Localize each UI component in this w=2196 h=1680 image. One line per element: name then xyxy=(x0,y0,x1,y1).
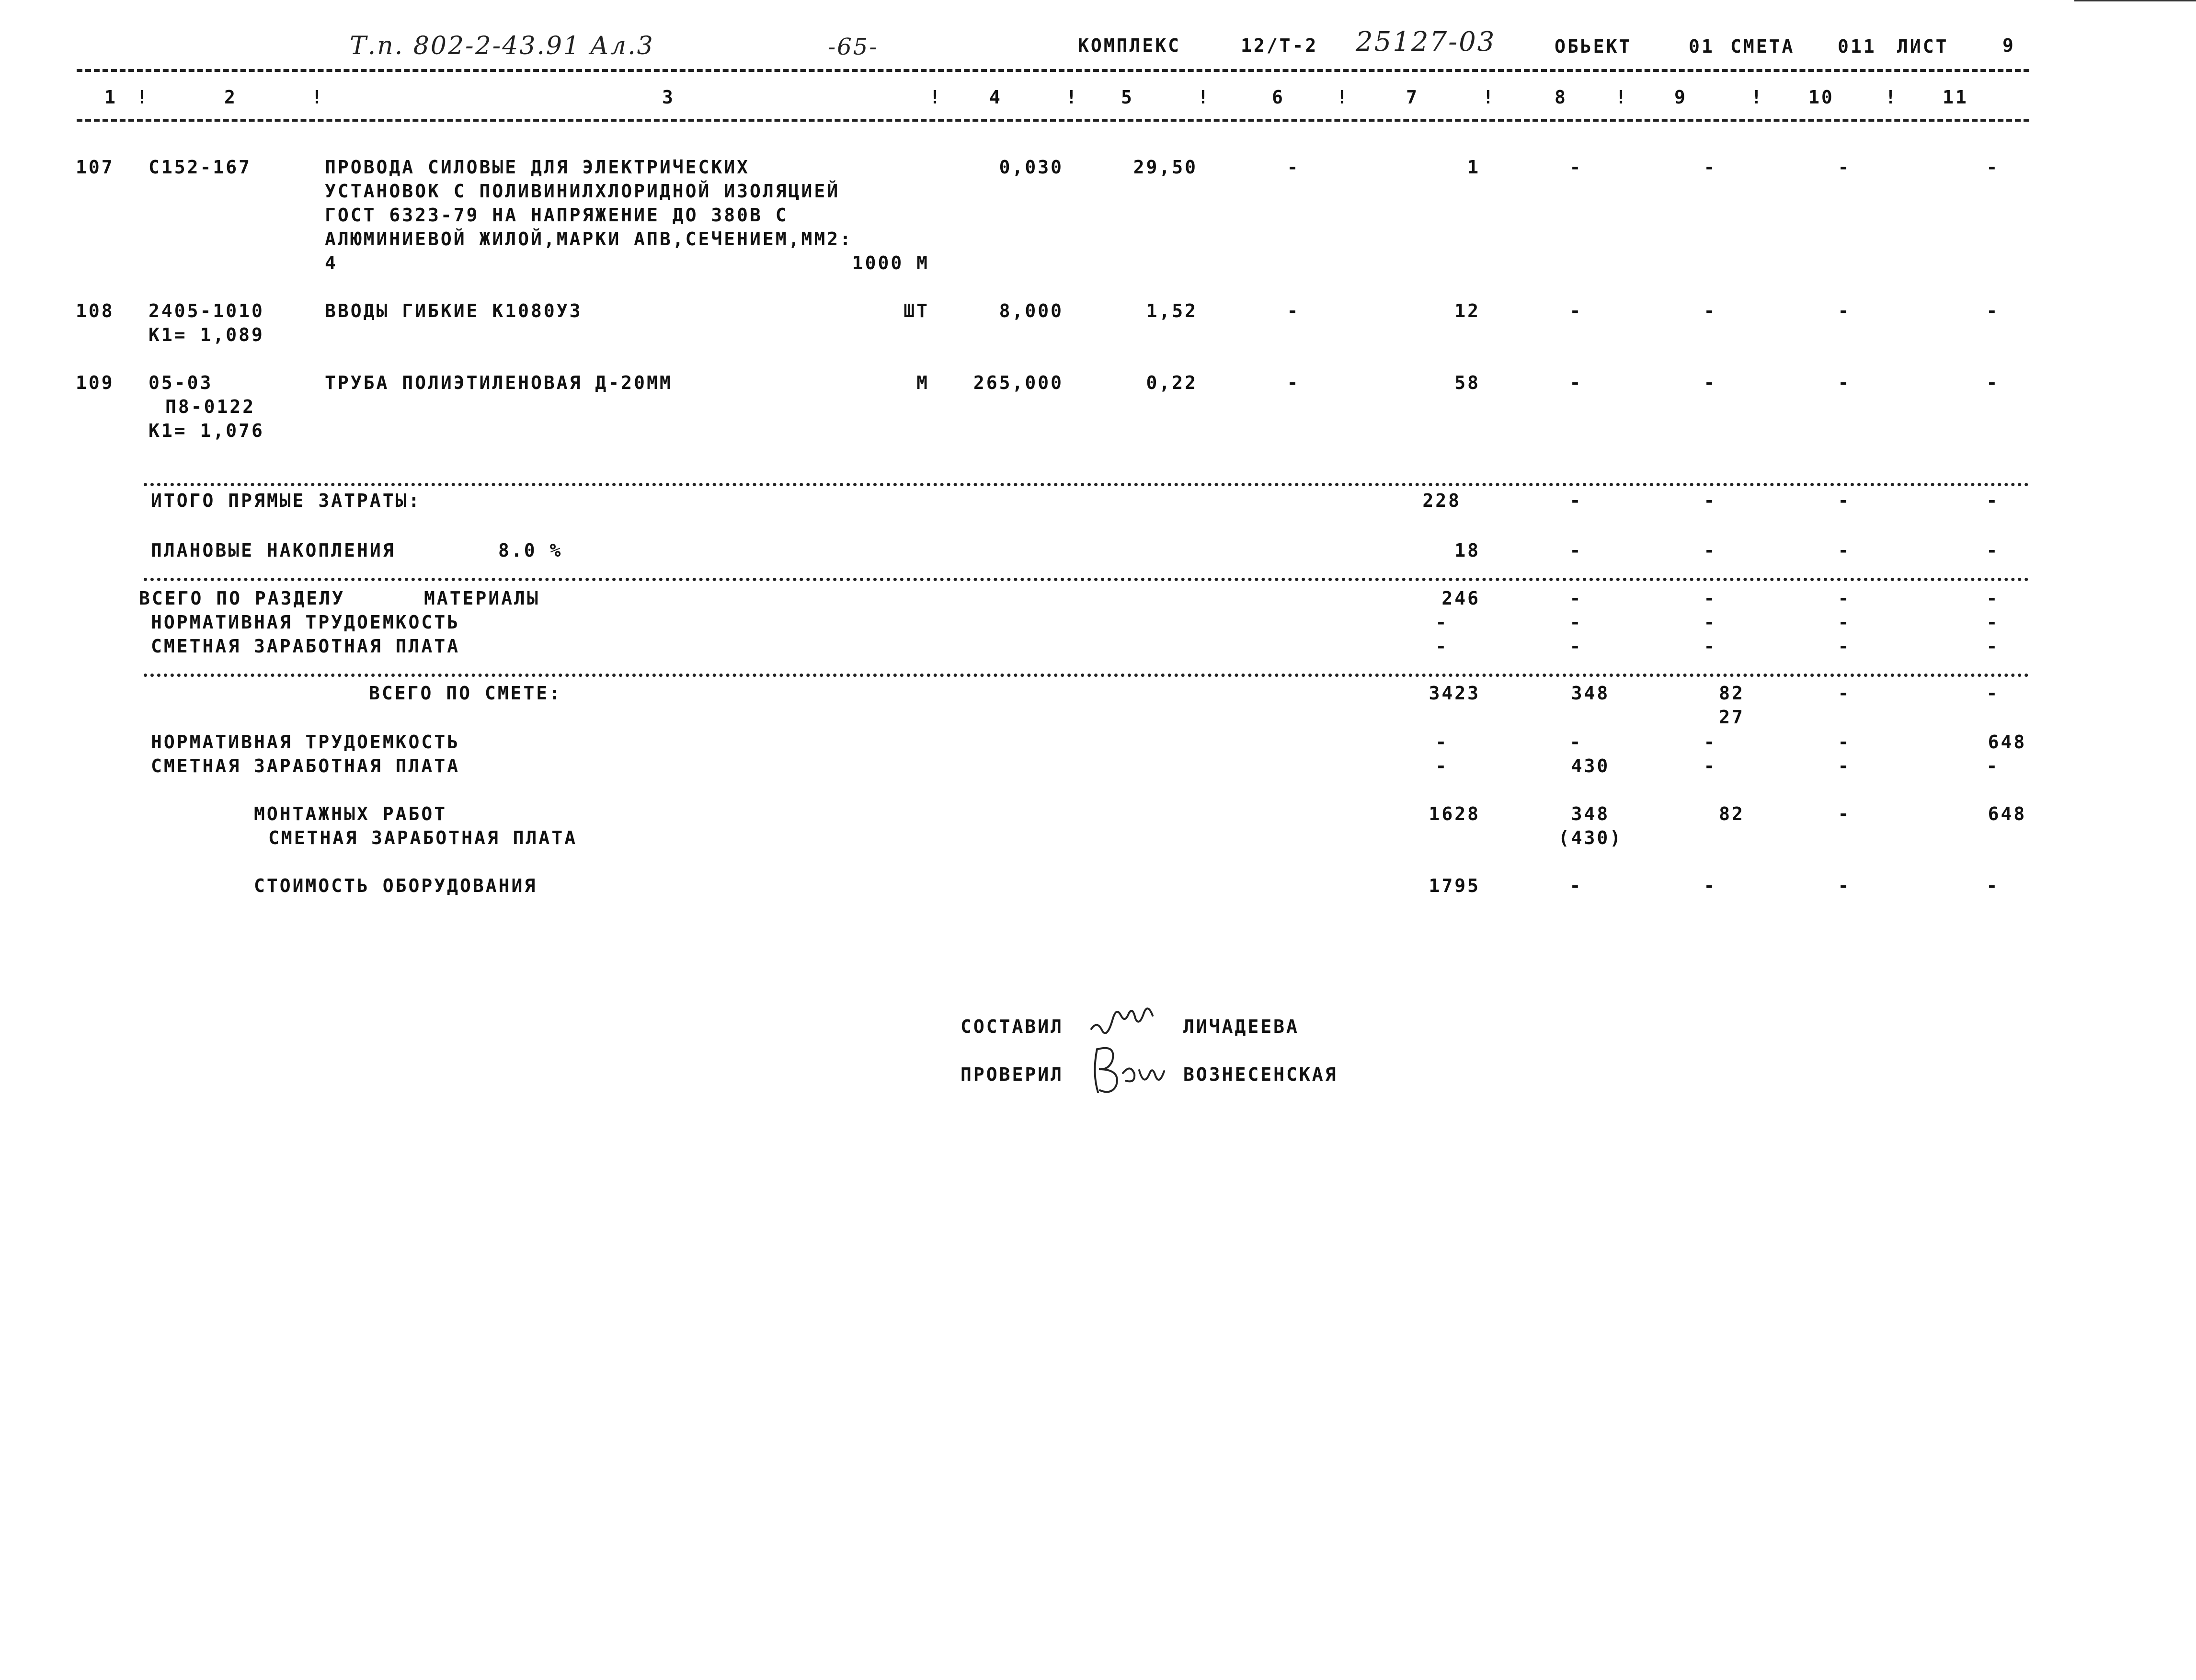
equipment-label: СТОИМОСТЬ ОБОРУДОВАНИЯ xyxy=(254,875,538,896)
col-sep: ! xyxy=(1337,87,1350,108)
col-sep: ! xyxy=(1751,87,1764,108)
estimate-c11: - xyxy=(1986,683,2000,704)
row-unit: ШТ xyxy=(904,300,929,321)
section-r2-c7: - xyxy=(1435,612,1449,633)
complex-value: 12/Т-2 xyxy=(1241,35,1318,56)
smeta-value: 011 xyxy=(1838,36,1876,57)
row-number: 108 xyxy=(76,300,114,321)
checked-signature-scribble xyxy=(1087,1040,1174,1102)
sheet-label: ЛИСТ xyxy=(1897,36,1949,57)
estimate-labor-c8: - xyxy=(1569,731,1583,753)
section-r3-c8: - xyxy=(1569,636,1583,657)
row-c10: - xyxy=(1838,300,1851,321)
object-value: 01 xyxy=(1689,36,1715,57)
dotted-rule xyxy=(144,578,2029,581)
row-unit: М xyxy=(916,372,929,393)
section-r1-c9: - xyxy=(1704,588,1717,609)
row-code: 2405-1010 xyxy=(149,300,264,321)
row-code: П8-0122 xyxy=(165,396,256,417)
col-sep: ! xyxy=(137,87,149,108)
row-desc-line: ТРУБА ПОЛИЭТИЛЕНОВАЯ Д-20ММ xyxy=(325,372,673,393)
estimate-wage-c9: - xyxy=(1704,755,1717,777)
object-label: ОБЬЕКТ xyxy=(1555,36,1632,57)
estimate-wage-c8: 430 xyxy=(1571,755,1610,777)
section-r3-c10: - xyxy=(1838,636,1851,657)
col-8: 8 xyxy=(1555,87,1567,108)
row-c9: - xyxy=(1704,300,1717,321)
section-label-materials: МАТЕРИАЛЫ xyxy=(424,588,540,609)
col-sep: ! xyxy=(1483,87,1496,108)
col-sep: ! xyxy=(1066,87,1079,108)
row-c7: 58 xyxy=(1454,372,1480,393)
col-6: 6 xyxy=(1272,87,1285,108)
estimate-labor-c9: - xyxy=(1704,731,1717,753)
total-c8: - xyxy=(1569,490,1583,511)
total-c9: - xyxy=(1704,490,1717,511)
section-r2-c11: - xyxy=(1986,612,2000,633)
complex-label: КОМПЛЕКС xyxy=(1078,35,1181,56)
total-c11: - xyxy=(1986,490,2000,511)
col-5: 5 xyxy=(1121,87,1134,108)
section-r2-c9: - xyxy=(1704,612,1717,633)
savings-c11: - xyxy=(1986,540,2000,561)
col-sep: ! xyxy=(1885,87,1898,108)
row-c4: 0,030 xyxy=(999,157,1064,178)
section-r2-c10: - xyxy=(1838,612,1851,633)
section-label: ВСЕГО ПО РАЗДЕЛУ xyxy=(139,588,345,609)
header-rule-top xyxy=(77,69,2029,72)
row-c4: 265,000 xyxy=(973,372,1064,393)
row-c6: - xyxy=(1287,372,1300,393)
project-code: Т.п. 802-2-43.91 Ал.3 xyxy=(350,32,654,60)
row-desc-line: ВВОДЫ ГИБКИЕ К1080У3 xyxy=(325,300,583,321)
total-c7: 228 xyxy=(1422,490,1461,511)
savings-c10: - xyxy=(1838,540,1851,561)
row-number: 107 xyxy=(76,157,114,178)
savings-c8: - xyxy=(1569,540,1583,561)
section-r1-c10: - xyxy=(1838,588,1851,609)
section-labor-label: НОРМАТИВНАЯ ТРУДОЕМКОСТЬ xyxy=(151,612,460,633)
savings-label: ПЛАНОВЫЕ НАКОПЛЕНИЯ xyxy=(151,540,396,561)
estimate-wage-label: СМЕТНАЯ ЗАРАБОТНАЯ ПЛАТА xyxy=(151,755,460,777)
section-r1-c8: - xyxy=(1569,588,1583,609)
section-r1-c11: - xyxy=(1986,588,2000,609)
installation-c8: 348 xyxy=(1571,803,1610,824)
estimate-c9b: 27 xyxy=(1719,707,1745,728)
row-c10: - xyxy=(1838,157,1851,178)
row-c6: - xyxy=(1287,300,1300,321)
row-code: С152-167 xyxy=(149,157,252,178)
row-c5: 1,52 xyxy=(1146,300,1198,321)
savings-c9: - xyxy=(1704,540,1717,561)
col-4: 4 xyxy=(989,87,1002,108)
estimate-labor-c10: - xyxy=(1838,731,1851,753)
dotted-rule xyxy=(144,674,2029,677)
section-r2-c8: - xyxy=(1569,612,1583,633)
col-sep: ! xyxy=(1615,87,1628,108)
corner-line xyxy=(2074,0,2196,1)
estimate-c10: - xyxy=(1838,683,1851,704)
installation-c10: - xyxy=(1838,803,1851,824)
row-c8: - xyxy=(1569,372,1583,393)
installation-c7: 1628 xyxy=(1429,803,1480,824)
row-c4: 8,000 xyxy=(999,300,1064,321)
savings-c7: 18 xyxy=(1454,540,1480,561)
installation-label: МОНТАЖНЫХ РАБОТ xyxy=(254,803,447,824)
row-c8: - xyxy=(1569,157,1583,178)
row-c7: 12 xyxy=(1454,300,1480,321)
checked-label: ПРОВЕРИЛ xyxy=(961,1064,1064,1085)
section-wage-label: СМЕТНАЯ ЗАРАБОТНАЯ ПЛАТА xyxy=(151,636,460,657)
row-desc-line: АЛЮМИНИЕВОЙ ЖИЛОЙ,МАРКИ АПВ,СЕЧЕНИЕМ,ММ2: xyxy=(325,229,853,250)
estimate-labor-c11: 648 xyxy=(1988,731,2027,753)
estimate-wage-c7: - xyxy=(1435,755,1449,777)
total-c10: - xyxy=(1838,490,1851,511)
savings-percent: 8.0 % xyxy=(498,540,563,561)
col-10: 10 xyxy=(1808,87,1834,108)
section-r1-c7: 246 xyxy=(1441,588,1480,609)
row-c11: - xyxy=(1986,300,2000,321)
row-desc-line: УСТАНОВОК С ПОЛИВИНИЛХЛОРИДНОЙ ИЗОЛЯЦИЕЙ xyxy=(325,181,840,202)
total-label: ИТОГО ПРЯМЫЕ ЗАТРАТЫ: xyxy=(151,490,422,511)
row-c5: 0,22 xyxy=(1146,372,1198,393)
estimate-c9: 82 xyxy=(1719,683,1745,704)
smeta-label: СМЕТА xyxy=(1730,36,1795,57)
row-c7: 1 xyxy=(1467,157,1480,178)
col-sep: ! xyxy=(929,87,942,108)
estimate-label: ВСЕГО ПО СМЕТЕ: xyxy=(369,683,562,704)
row-c9: - xyxy=(1704,157,1717,178)
row-code: 05-03 xyxy=(149,372,213,393)
handwritten-code: 25127-03 xyxy=(1356,26,1496,57)
row-unit: 1000 М xyxy=(852,252,929,274)
col-2: 2 xyxy=(224,87,237,108)
installation-c11: 648 xyxy=(1988,803,2027,824)
compiled-name: ЛИЧАДЕЕВА xyxy=(1183,1016,1299,1037)
equipment-c7: 1795 xyxy=(1429,875,1480,896)
row-c10: - xyxy=(1838,372,1851,393)
estimate-c7: 3423 xyxy=(1429,683,1480,704)
row-desc-line: ПРОВОДА СИЛОВЫЕ ДЛЯ ЭЛЕКТРИЧЕСКИХ xyxy=(325,157,750,178)
row-desc-line: ГОСТ 6323-79 НА НАПРЯЖЕНИЕ ДО 380В С xyxy=(325,205,789,226)
equipment-c9: - xyxy=(1704,875,1717,896)
page-number: -65- xyxy=(828,34,879,60)
installation-wage-label: СМЕТНАЯ ЗАРАБОТНАЯ ПЛАТА xyxy=(268,827,578,848)
installation-c9: 82 xyxy=(1719,803,1745,824)
sheet-value: 9 xyxy=(2002,35,2015,56)
row-number: 109 xyxy=(76,372,114,393)
row-code: К1= 1,076 xyxy=(149,420,264,441)
col-sep: ! xyxy=(311,87,324,108)
row-c5: 29,50 xyxy=(1133,157,1198,178)
compiled-signature-scribble xyxy=(1087,992,1164,1044)
equipment-c8: - xyxy=(1569,875,1583,896)
col-1: 1 xyxy=(104,87,117,108)
row-desc-line: 4 xyxy=(325,252,338,274)
col-9: 9 xyxy=(1674,87,1687,108)
row-code: К1= 1,089 xyxy=(149,324,264,345)
section-r3-c7: - xyxy=(1435,636,1449,657)
row-c11: - xyxy=(1986,372,2000,393)
equipment-c11: - xyxy=(1986,875,2000,896)
col-sep: ! xyxy=(1198,87,1211,108)
row-c9: - xyxy=(1704,372,1717,393)
dotted-rule xyxy=(144,483,2029,486)
row-c6: - xyxy=(1287,157,1300,178)
compiled-label: СОСТАВИЛ xyxy=(961,1016,1064,1037)
equipment-c10: - xyxy=(1838,875,1851,896)
header-rule-bottom xyxy=(77,119,2029,122)
checked-name: ВОЗНЕСЕНСКАЯ xyxy=(1183,1064,1338,1085)
estimate-wage-c11: - xyxy=(1986,755,2000,777)
installation-c8b: (430) xyxy=(1558,827,1623,848)
col-3: 3 xyxy=(662,87,675,108)
section-r3-c11: - xyxy=(1986,636,2000,657)
col-11: 11 xyxy=(1943,87,1968,108)
row-c11: - xyxy=(1986,157,2000,178)
col-7: 7 xyxy=(1406,87,1419,108)
row-c8: - xyxy=(1569,300,1583,321)
section-r3-c9: - xyxy=(1704,636,1717,657)
estimate-labor-label: НОРМАТИВНАЯ ТРУДОЕМКОСТЬ xyxy=(151,731,460,753)
estimate-c8: 348 xyxy=(1571,683,1610,704)
estimate-wage-c10: - xyxy=(1838,755,1851,777)
estimate-labor-c7: - xyxy=(1435,731,1449,753)
